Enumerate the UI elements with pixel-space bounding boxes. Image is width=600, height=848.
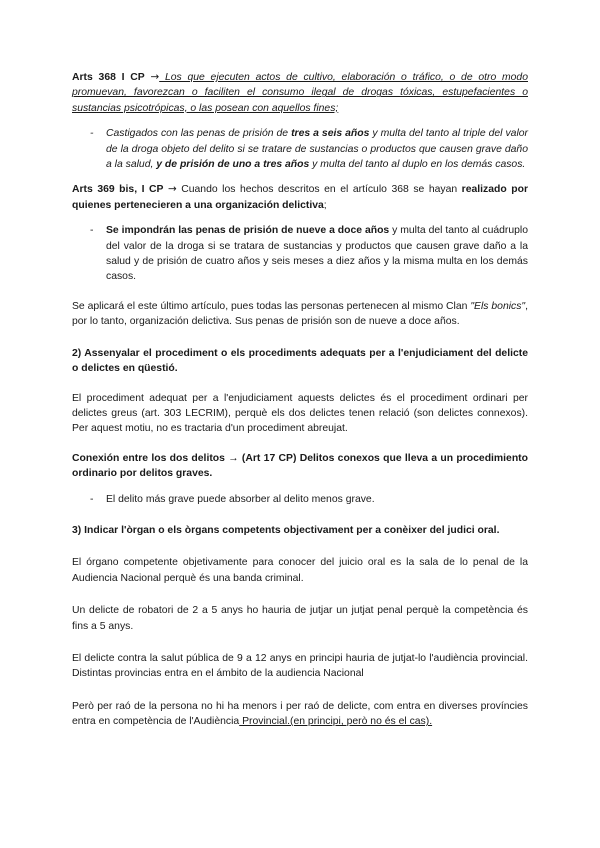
article-368-paragraph [72,70,528,116]
article-369-bis-bold: realizado por quienes pertenecieren a una organización delictiva [72,184,528,211]
arrow-symbol: → [150,71,160,83]
final-paragraph [72,699,528,730]
bullet-text: Castigados con las penas de prisión de [106,128,292,140]
bullet-text: y multa del tanto al triple del valor de la droga objeto del delito si se tratare de sustancias o productos que causen grave daño a la salud, [106,128,529,171]
procedure-paragraph: El procediment adequat per a l'enjudiciament aquests delictes és el procediment ordinari per delictes greus (art. 303 LECRIM), perquè els dos delictes tenen relació (son delictes connexos). Per aquest motiu, no es tractaria d'un procediment abreujat. [72,392,528,435]
bullet-dash: - [90,225,94,237]
bullet-dash: - [90,493,94,505]
clan-text: Se aplicará el este último artículo, pues todas las personas pertenecen al mismo Clan [72,300,471,312]
clan-name: "Els bonics" [470,300,526,312]
bullet-text: y multa del tanto al cuádruplo del valor de la droga si se tratara de sustancias y productos que causen grave daño a la salud y de prisión de cuatro años y seis meses a diez años y la misma multa en los demás casos. [106,225,529,283]
bullet-penalties-369 [72,223,528,285]
public-health-paragraph: El delicte contra la salut pública de 9 a 12 anys en principi hauria de jutjat-lo l'audiència provincial. Distintas provincias entra en el ámbito de la audiencia Nacional [72,652,528,680]
bullet-text: y multa del tanto al duplo en los demás casos. [309,159,526,171]
final-text: Però per raó de la persona no hi ha menors i per raó de delicte, com entra en diverses províncies entra en competència de l'Audiència [72,700,528,728]
clan-text: , por lo tanto, organización delictiva. Sus penas de prisión son de nueve a doce años. [72,300,528,328]
article-368-reference: Arts 368 I CP [72,72,145,83]
article-368-text: Los que ejecuten actos de cultivo, elaboración o tráfico, o de otro modo promuevan, favorezcan o faciliten el consumo ilegal de drogas tóxicas, estupefacientes o sustancias psicotrópicas, o las posean con aquellos fines; [72,72,528,114]
bullet-dash: - [90,128,94,140]
bullet-penalties-368 [72,126,528,172]
article-369-bis-paragraph [72,182,528,213]
article-369-bis-text: ; [323,199,327,211]
article-369-bis-text: Cuando los hechos descritos en el artículo 368 se hayan [176,184,462,196]
article-369-bis-reference: Arts 369 bis, I CP [72,184,164,196]
bullet-bold-text: Se impondrán las penas de prisión de nueve a doce años [106,225,390,237]
competent-organ-paragraph: El órgano competente objetivamente para conocer del juicio oral es la sala de lo penal de la Audiencia Nacional perquè és una banda criminal. [72,557,528,584]
section-2-heading: 2) Assenyalar el procediment o els procediments adequats per a l'enjudiciament del delicte o delictes en qüestió. [72,347,528,375]
bullet-bold-text: y de prisión de uno a tres años [156,159,310,171]
arrow-symbol: → [168,183,177,196]
bullet-text: El delito más grave puede absorber al delito menos grave. [106,493,375,505]
robbery-paragraph: Un delicte de robatori de 2 a 5 anys ho hauria de jutjar un jutjat penal perquè la competència és fins a 5 anys. [72,605,528,632]
bullet-absorption [72,492,528,507]
clan-paragraph [72,299,528,330]
section-3-heading: 3) Indicar l'òrgan o els òrgans competents objectivament per a conèixer del judici oral. [72,524,500,536]
bullet-bold-text: tres a seis años [291,128,370,140]
connection-heading: Conexión entre los dos delitos → (Art 17 CP) Delitos conexos que lleva a un procedimiento ordinario por delitos graves. [72,452,528,480]
final-underlined-text: Provincial.(en principi, però no és el cas). [239,716,433,728]
